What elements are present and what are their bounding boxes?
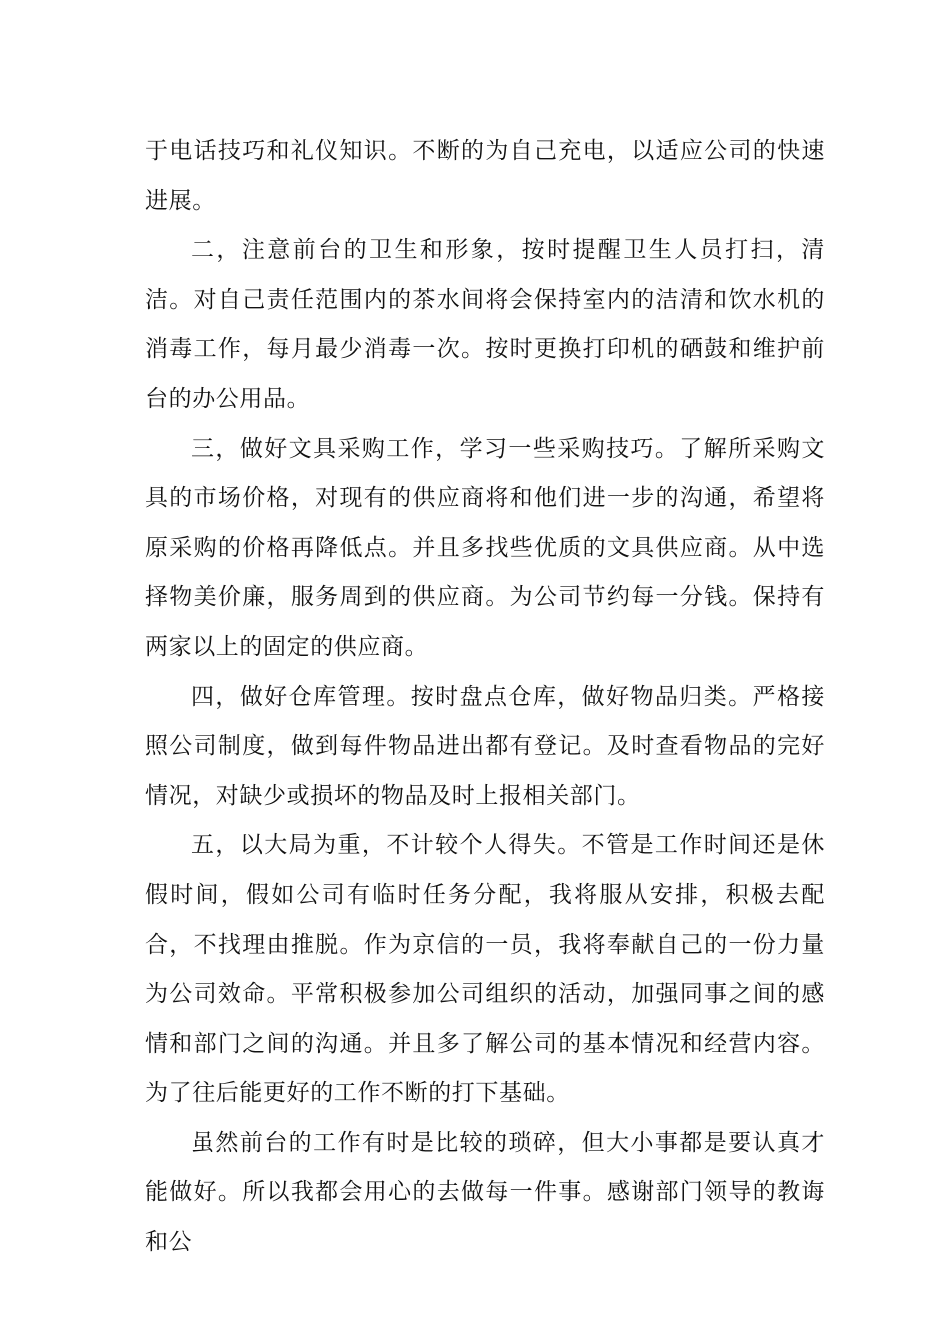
- paragraph-item-2: 二，注意前台的卫生和形象，按时提醒卫生人员打扫，清洁。对自己责任范围内的茶水间将会保持室内的洁清和饮水机的消毒工作，每月最少消毒一次。按时更换打印机的硒鼓和维护前台的办公用品。: [145, 237, 825, 412]
- paragraph-item-3: 三，做好文具采购工作，学习一些采购技巧。了解所采购文具的市场价格，对现有的供应商将和他们进一步的沟通，希望将原采购的价格再降低点。并且多找些优质的文具供应商。从中选择物美价廉，服务周到的供应商。为公司节约每一分钱。保持有两家以上的固定的供应商。: [145, 435, 825, 660]
- document-body: [145, 127, 825, 1268]
- paragraph-closing: 虽然前台的工作有时是比较的琐碎，但大小事都是要认真才能做好。所以我都会用心的去做每一件事。感谢部门领导的教诲和公: [145, 1129, 825, 1256]
- paragraph-continuation: 于电话技巧和礼仪知识。不断的为自己充电，以适应公司的快速进展。: [145, 138, 825, 214]
- paragraph-item-4: 四，做好仓库管理。按时盘点仓库，做好物品归类。严格接照公司制度，做到每件物品进出都有登记。及时查看物品的完好情况，对缺少或损坏的物品及时上报相关部门。: [145, 683, 825, 809]
- paragraph-item-5: 五，以大局为重，不计较个人得失。不管是工作时间还是休假时间，假如公司有临时任务分配，我将服从安排，积极去配合，不找理由推脱。作为京信的一员，我将奉献自己的一份力量为公司效命。平常积极参加公司组织的活动，加强同事之间的感情和部门之间的沟通。并且多了解公司的基本情况和经营内容。为了往后能更好的工作不断的打下基础。: [145, 832, 825, 1107]
